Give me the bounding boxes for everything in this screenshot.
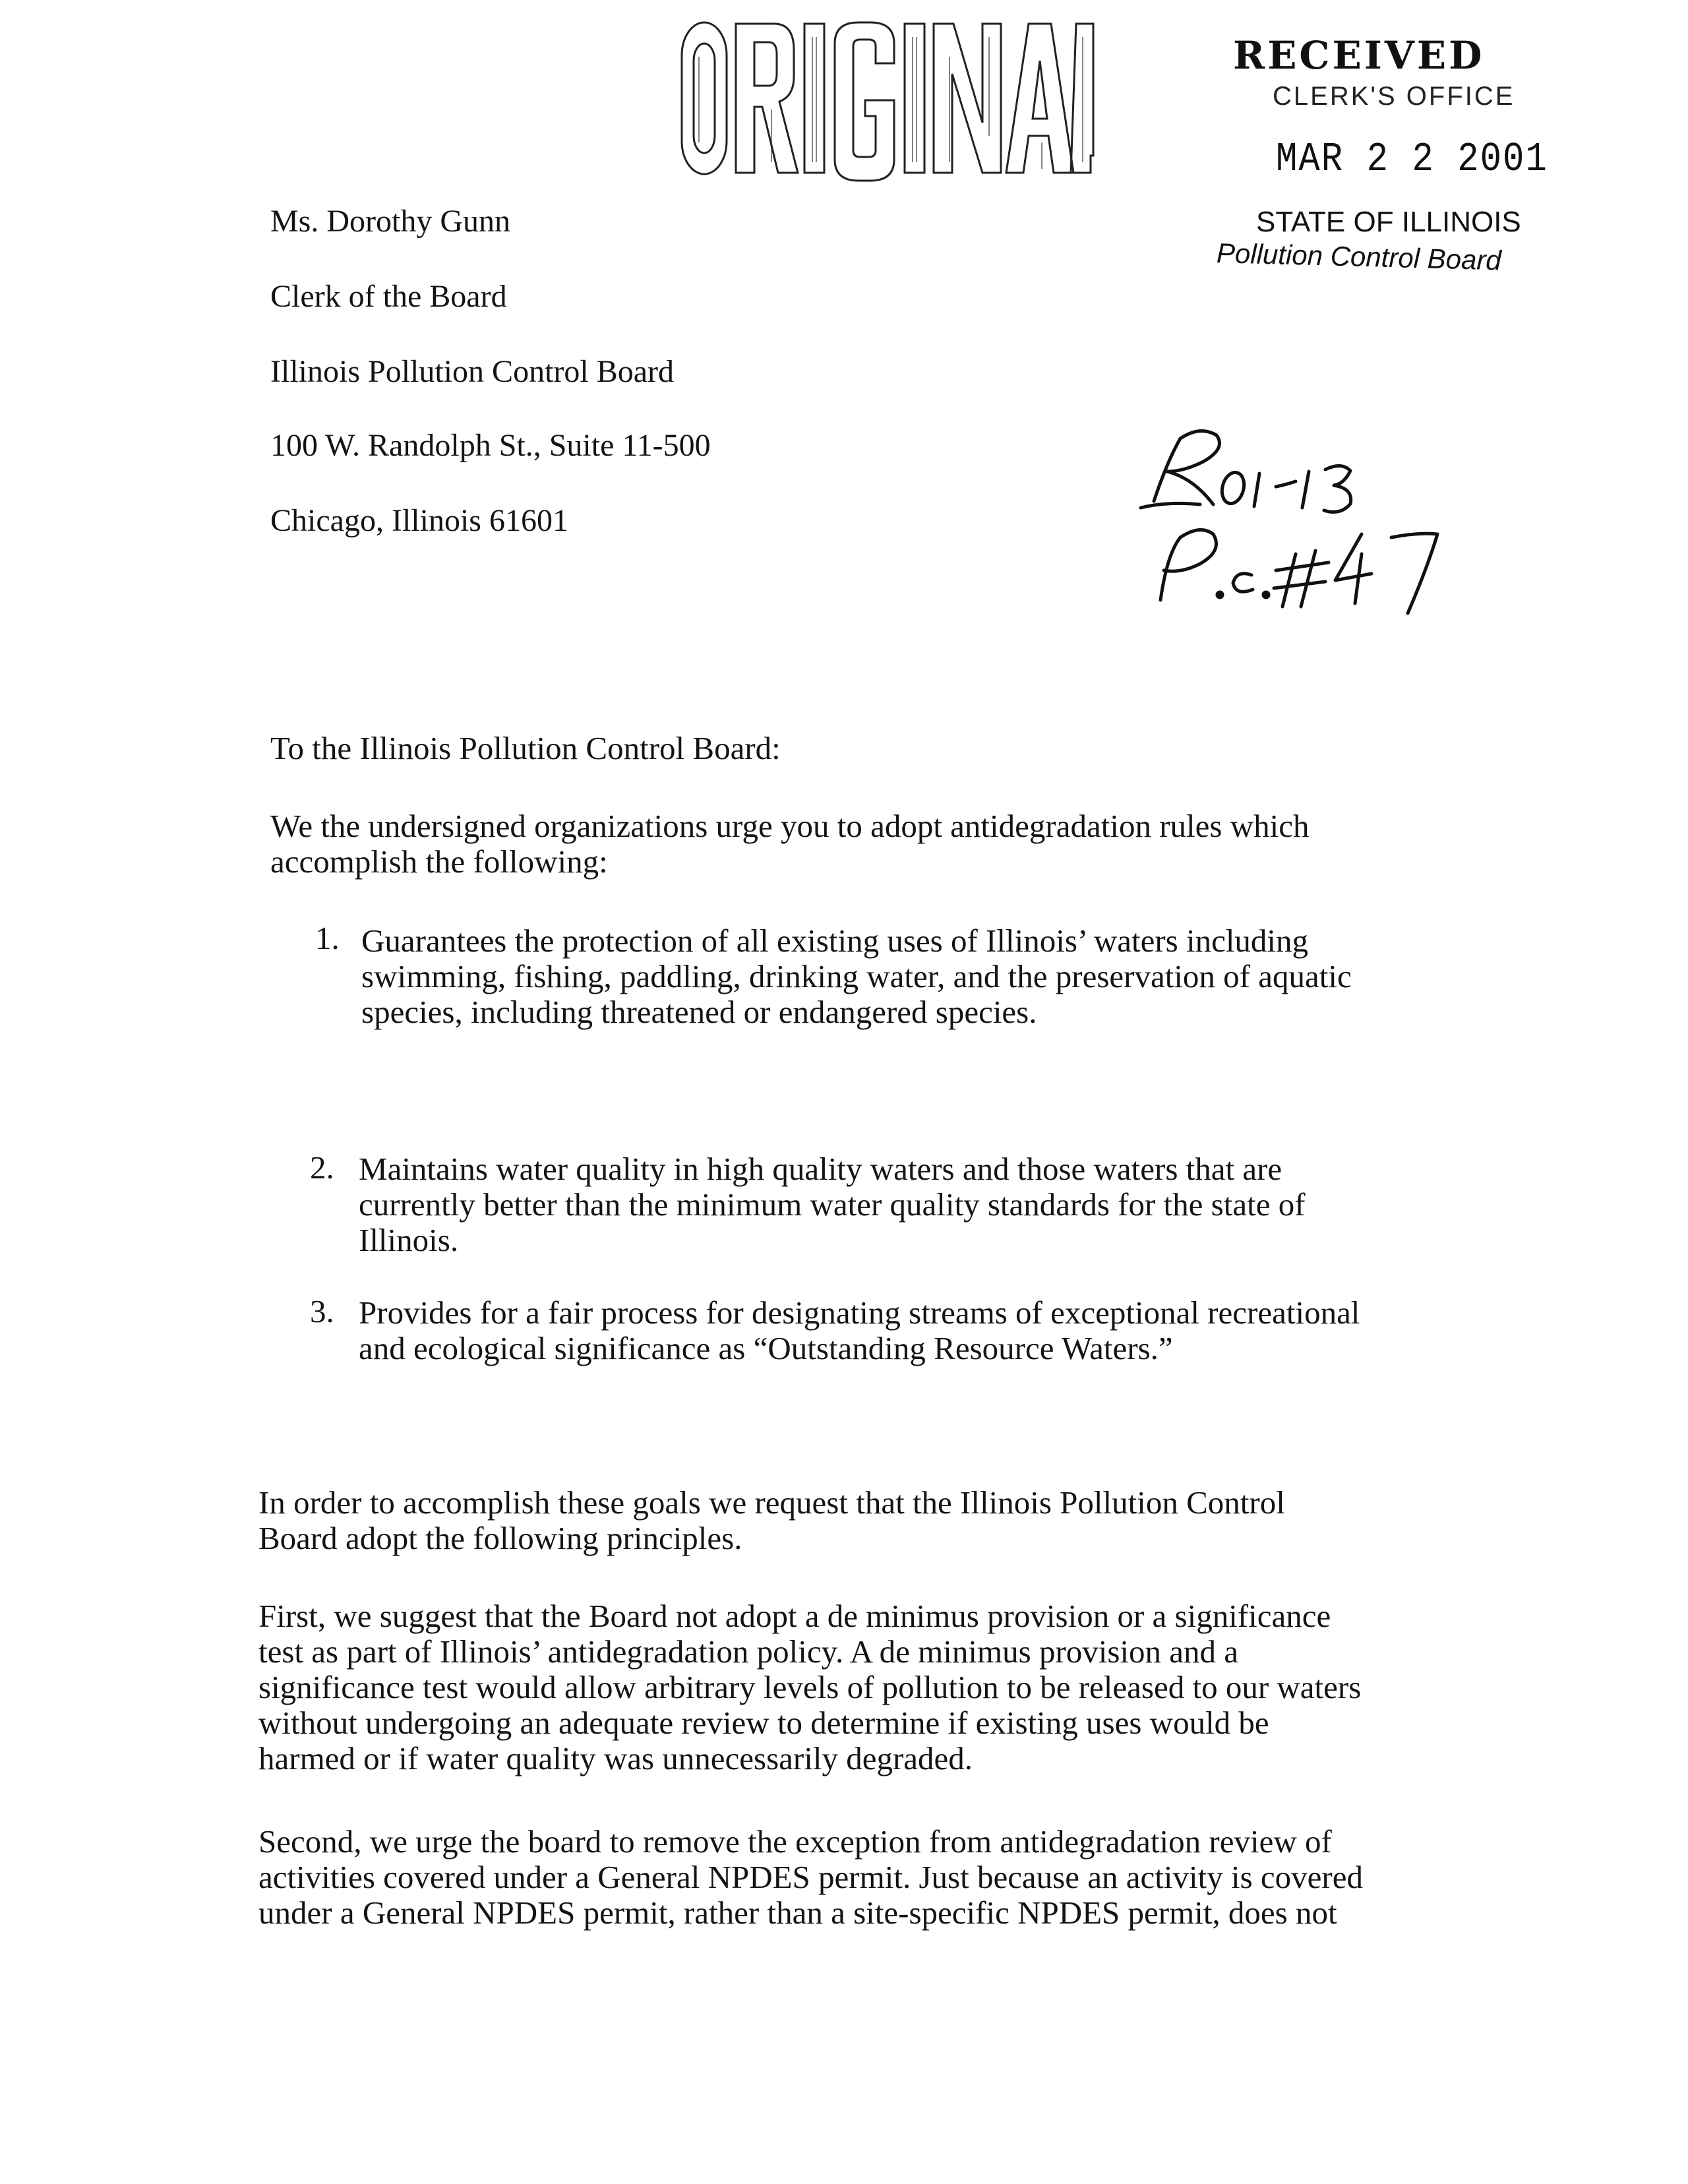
address-city: Chicago, Illinois 61601: [270, 503, 568, 538]
address-name: Ms. Dorothy Gunn: [270, 204, 511, 239]
paragraph-3-line-3: under a General NPDES permit, rather than a site-specific NPDES permit, does not: [258, 1895, 1337, 1931]
list-item-1-line-3: species, including threatened or endangered species.: [361, 994, 1037, 1030]
paragraph-1-line-1: In order to accomplish these goals we request that the Illinois Pollution Control: [258, 1484, 1285, 1521]
received-date: MAR 2 2 2001: [1276, 136, 1548, 183]
list-item-2-line-1: Maintains water quality in high quality waters and those waters that are: [359, 1151, 1282, 1187]
intro-line-2: accomplish the following:: [270, 843, 608, 880]
paragraph-3-line-1: Second, we urge the board to remove the exception from antidegradation review of: [258, 1823, 1332, 1860]
list-item-3-line-1: Provides for a fair process for designating streams of exceptional recreational: [359, 1294, 1360, 1331]
handwritten-docket-graphic: [1134, 422, 1477, 620]
address-organization: Illinois Pollution Control Board: [270, 354, 675, 389]
paragraph-2-line-4: without undergoing an adequate review to determine if existing uses would be: [258, 1705, 1269, 1741]
paragraph-2-line-1: First, we suggest that the Board not adopt a de minimus provision or a significance: [258, 1598, 1331, 1634]
original-stamp: [673, 4, 1095, 192]
intro-line-1: We the undersigned organizations urge you to adopt antidegradation rules which: [270, 808, 1310, 844]
list-item-3-number: 3.: [310, 1293, 334, 1329]
list-item-1-line-2: swimming, fishing, paddling, drinking water, and the preservation of aquatic: [361, 958, 1352, 994]
original-stamp-graphic: [673, 4, 1095, 192]
list-item-2-line-3: Illinois.: [359, 1222, 459, 1258]
paragraph-2-line-5: harmed or if water quality was unnecessarily degraded.: [258, 1740, 973, 1776]
list-item-1-line-1: Guarantees the protection of all existing uses of Illinois’ waters including: [361, 923, 1309, 959]
received-state: STATE OF ILLINOIS: [1256, 206, 1521, 238]
list-item-2-line-2: currently better than the minimum water quality standards for the state of: [359, 1186, 1306, 1223]
paragraph-3-line-2: activities covered under a General NPDES permit. Just because an activity is covered: [258, 1859, 1363, 1895]
list-item-2-number: 2.: [310, 1149, 334, 1186]
received-title: RECEIVED: [1233, 33, 1485, 78]
received-office: CLERK'S OFFICE: [1273, 82, 1515, 111]
salutation: To the Illinois Pollution Control Board:: [270, 730, 781, 766]
paragraph-2-line-2: test as part of Illinois’ antidegradation policy. A de minimus provision and a: [258, 1633, 1239, 1670]
received-board: Pollution Control Board: [1216, 237, 1502, 276]
paragraph-2-line-3: significance test would allow arbitrary levels of pollution to be released to our waters: [258, 1669, 1362, 1705]
address-title: Clerk of the Board: [270, 279, 507, 314]
paragraph-1-line-2: Board adopt the following principles.: [258, 1520, 742, 1556]
list-item-1-number: 1.: [315, 920, 340, 956]
handwritten-docket: [1134, 422, 1477, 620]
list-item-3-line-2: and ecological significance as “Outstanding Resource Waters.”: [359, 1330, 1173, 1366]
address-street: 100 W. Randolph St., Suite 11-500: [270, 428, 711, 463]
